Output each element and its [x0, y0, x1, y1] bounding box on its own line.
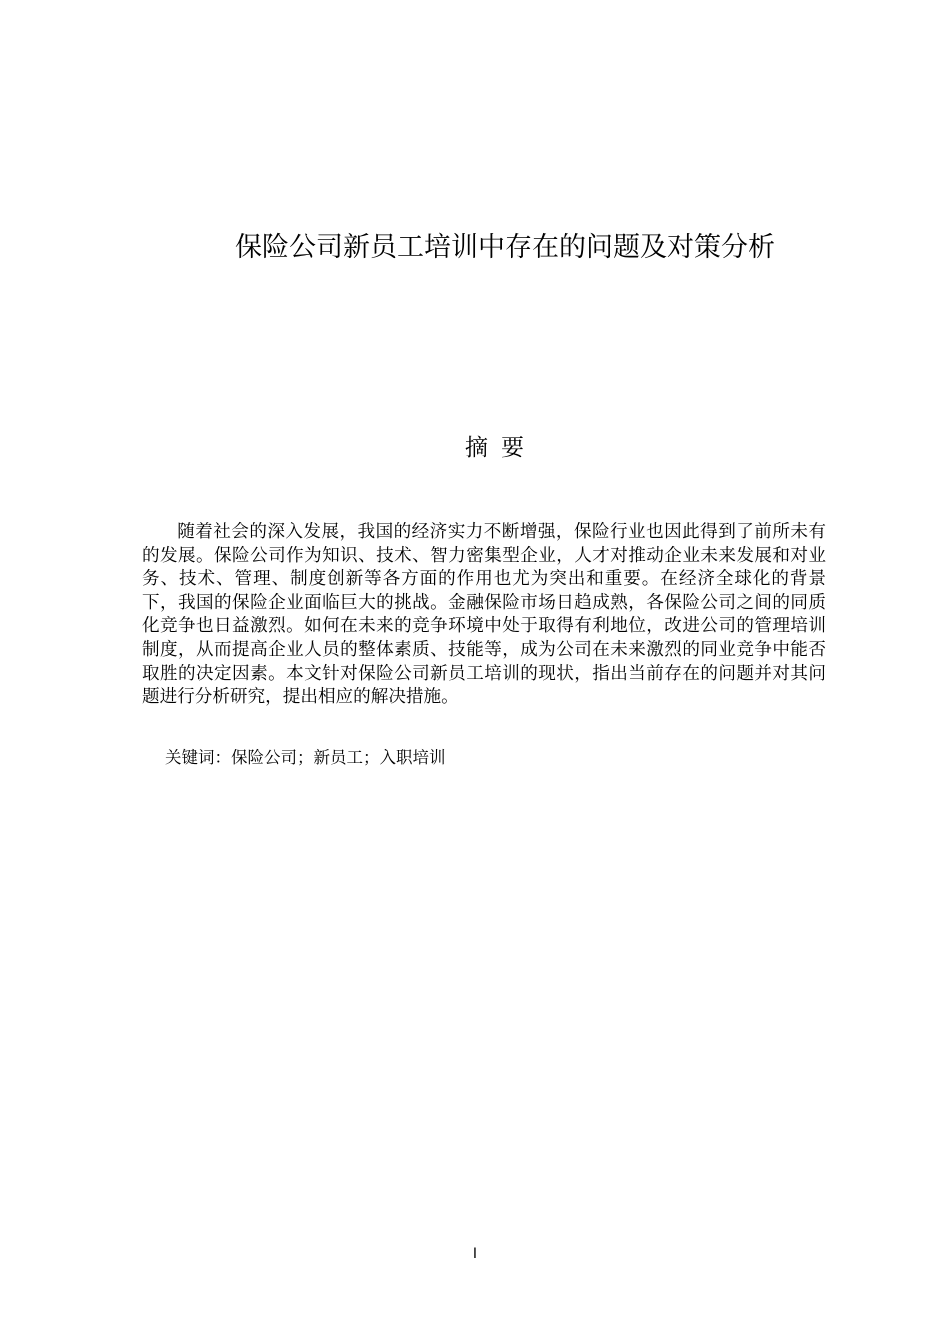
abstract-body: 随着社会的深入发展，我国的经济实力不断增强，保险行业也因此得到了前所未有的发展。保险公司作为知识、技术、智力密集型企业，人才对推动企业未来发展和对业务、技术、管理、制度创新等各方面的作用也尤为突出和重要。在经济全球化的背景下，我国的保险企业面临巨大的挑战。金融保险市场日趋成熟，各保险公司之间的同质化竞争也日益激烈。如何在未来的竞争环境中处于取得有利地位，改进公司的管理培训制度，从而提高企业人员的整体素质、技能等，成为公司在未来激烈的同业竞争中能否取胜的决定因素。本文针对保险公司新员工培训的现状，指出当前存在的问题并对其问题进行分析研究，提出相应的解决措施。 [142, 522, 826, 708]
keywords-line [165, 746, 446, 770]
page-number: I [472, 1246, 478, 1262]
keywords-value: 保险公司；新员工；入职培训 [231, 748, 446, 767]
document-title: 保险公司新员工培训中存在的问题及对策分析 [235, 232, 775, 263]
abstract-heading: 摘要 [465, 435, 537, 461]
keywords-label: 关键词： [165, 748, 231, 767]
